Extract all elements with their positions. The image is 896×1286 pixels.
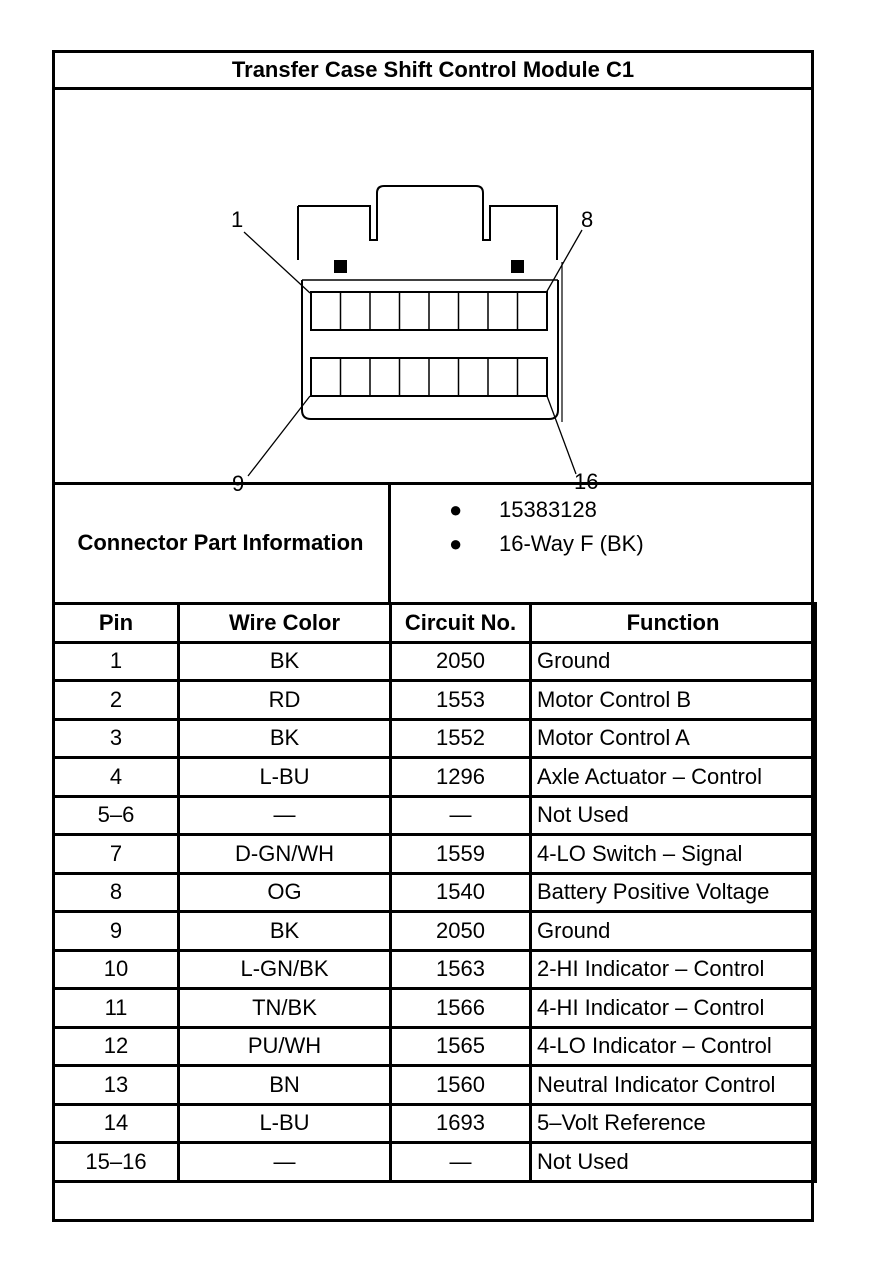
pin-label-1: 1 xyxy=(231,207,244,232)
cell-circuit: 2050 xyxy=(391,642,531,681)
table-row xyxy=(54,1066,816,1105)
table-row xyxy=(54,719,816,758)
cell-function: Battery Positive Voltage xyxy=(531,873,816,912)
cell-wire-color: BK xyxy=(179,719,391,758)
cell-function: 4-LO Switch – Signal xyxy=(531,835,816,874)
lock-square-right xyxy=(511,260,524,273)
lock-square-left xyxy=(334,260,347,273)
cell-circuit: 1559 xyxy=(391,835,531,874)
table-row xyxy=(54,681,816,720)
cell-wire-color: RD xyxy=(179,681,391,720)
table-row xyxy=(54,1027,816,1066)
connector-part-info-label: Connector Part Information xyxy=(77,530,364,555)
cell-pin: 3 xyxy=(54,719,179,758)
connector-diagram xyxy=(52,90,814,484)
pin-label-8: 8 xyxy=(581,207,594,232)
table-row xyxy=(54,835,816,874)
cell-function: Neutral Indicator Control xyxy=(531,1066,816,1105)
table-row xyxy=(54,989,816,1028)
cell-function: 2-HI Indicator – Control xyxy=(531,950,816,989)
table-row xyxy=(54,796,816,835)
cell-function: Axle Actuator – Control xyxy=(531,758,816,797)
cell-pin: 10 xyxy=(54,950,179,989)
table-row xyxy=(54,873,816,912)
page-title: Transfer Case Shift Control Module C1 xyxy=(231,57,635,82)
cell-pin: 9 xyxy=(54,912,179,951)
cell-wire-color: BK xyxy=(179,642,391,681)
header-circuit: Circuit No. xyxy=(391,604,531,643)
cell-circuit: 1553 xyxy=(391,681,531,720)
header-wire-color: Wire Color xyxy=(179,604,391,643)
cell-pin: 5–6 xyxy=(54,796,179,835)
cell-circuit: 1296 xyxy=(391,758,531,797)
cell-pin: 11 xyxy=(54,989,179,1028)
cell-wire-color: PU/WH xyxy=(179,1027,391,1066)
table-header-row xyxy=(54,604,816,643)
cell-function: Motor Control B xyxy=(531,681,816,720)
cell-pin: 2 xyxy=(54,681,179,720)
cell-pin: 13 xyxy=(54,1066,179,1105)
cell-function: 5–Volt Reference xyxy=(531,1104,816,1143)
cell-pin: 14 xyxy=(54,1104,179,1143)
cell-wire-color: BN xyxy=(179,1066,391,1105)
cell-circuit: 1693 xyxy=(391,1104,531,1143)
cell-function: Ground xyxy=(531,642,816,681)
cell-function: 4-LO Indicator – Control xyxy=(531,1027,816,1066)
cell-wire-color: D-GN/WH xyxy=(179,835,391,874)
table-row xyxy=(54,642,816,681)
cell-circuit: 1566 xyxy=(391,989,531,1028)
cell-function: Not Used xyxy=(531,796,816,835)
cell-wire-color: L-BU xyxy=(179,758,391,797)
table-row xyxy=(54,758,816,797)
cell-function: 4-HI Indicator – Control xyxy=(531,989,816,1028)
header-pin: Pin xyxy=(54,604,179,643)
pinout-table xyxy=(52,602,817,1183)
header-function: Function xyxy=(531,604,816,643)
cavity-row-top xyxy=(311,292,547,330)
cell-wire-color: OG xyxy=(179,873,391,912)
cell-pin: 8 xyxy=(54,873,179,912)
cell-circuit: 1565 xyxy=(391,1027,531,1066)
bullet-icon: ● xyxy=(449,531,463,556)
cell-function: Ground xyxy=(531,912,816,951)
cell-circuit: 1560 xyxy=(391,1066,531,1105)
connector-part-info-list xyxy=(389,484,814,602)
part-number: 15383128 xyxy=(499,497,597,522)
cell-circuit: 1552 xyxy=(391,719,531,758)
cell-wire-color: L-BU xyxy=(179,1104,391,1143)
connector-drawing xyxy=(52,90,814,484)
connector-sheet xyxy=(52,50,814,1222)
table-row xyxy=(54,950,816,989)
cell-wire-color: — xyxy=(179,1143,391,1182)
cell-wire-color: BK xyxy=(179,912,391,951)
cell-circuit: — xyxy=(391,796,531,835)
cell-wire-color: L-GN/BK xyxy=(179,950,391,989)
cell-pin: 15–16 xyxy=(54,1143,179,1182)
cell-circuit: 1563 xyxy=(391,950,531,989)
cell-pin: 4 xyxy=(54,758,179,797)
table-row xyxy=(54,1104,816,1143)
cell-circuit: — xyxy=(391,1143,531,1182)
cell-circuit: 2050 xyxy=(391,912,531,951)
table-row xyxy=(54,1143,816,1182)
cell-circuit: 1540 xyxy=(391,873,531,912)
cell-pin: 7 xyxy=(54,835,179,874)
cell-pin: 12 xyxy=(54,1027,179,1066)
cell-pin: 1 xyxy=(54,642,179,681)
cavity-row-bottom xyxy=(311,358,547,396)
cell-function: Motor Control A xyxy=(531,719,816,758)
cell-wire-color: — xyxy=(179,796,391,835)
cell-wire-color: TN/BK xyxy=(179,989,391,1028)
connector-description: 16-Way F (BK) xyxy=(499,531,644,556)
cell-function: Not Used xyxy=(531,1143,816,1182)
table-row xyxy=(54,912,816,951)
bullet-icon: ● xyxy=(449,497,463,522)
